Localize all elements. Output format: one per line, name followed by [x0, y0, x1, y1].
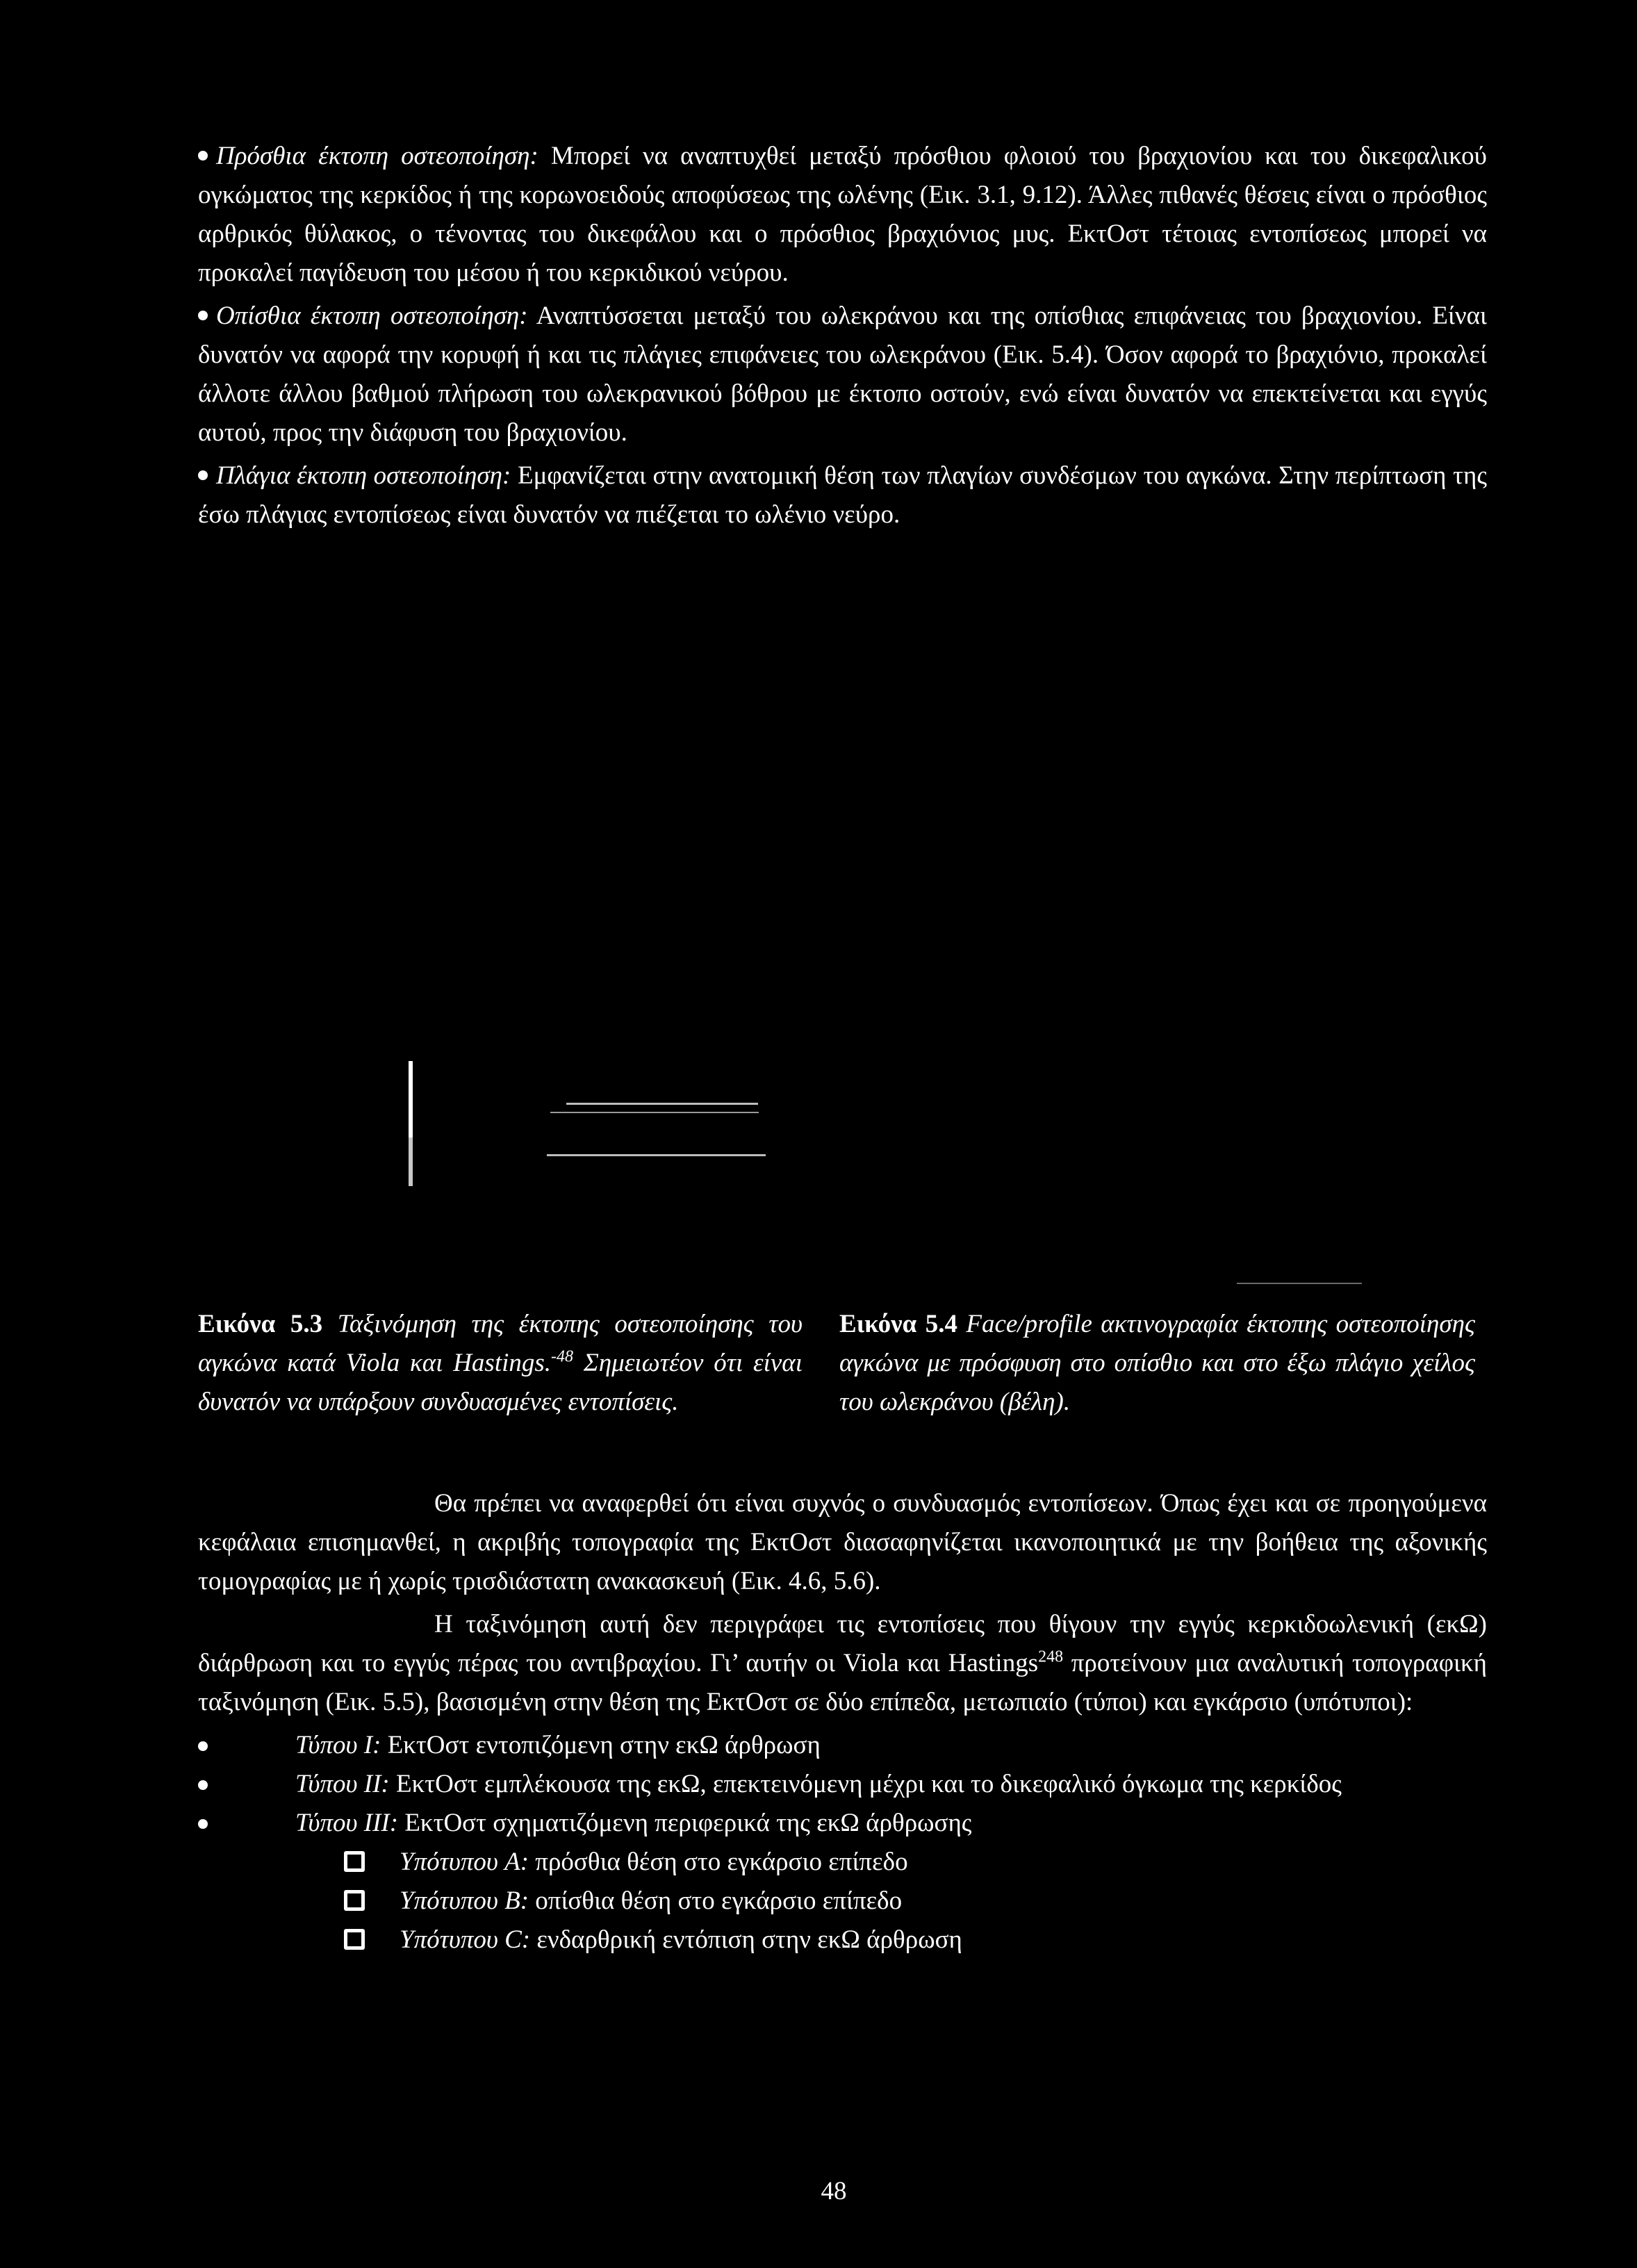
bullet-icon — [198, 151, 208, 161]
bullet-anterior — [198, 137, 1487, 293]
subtype-item-a — [198, 1843, 1487, 1882]
figure-5-4-edge — [1237, 1283, 1362, 1284]
type-term: Τύπου II: — [295, 1770, 390, 1798]
figure-line — [547, 1154, 766, 1156]
type-item-3 — [198, 1804, 1487, 1843]
caption-label: Εικόνα 5.3 — [198, 1310, 323, 1338]
checkbox-square-icon — [344, 1851, 365, 1872]
subtype-term: Υπότυπου C: — [400, 1925, 531, 1954]
figure-5-3-marker — [409, 1061, 413, 1186]
paragraph-combination: Θα πρέπει να αναφερθεί ότι είναι συχνός ο συνδυασμός εντοπίσεων. Όπως έχει και σε προηγούμενα κεφάλαια επισημανθεί, η ακριβής τοπογραφία της ΕκτΟστ διασαφηνίζεται ικανοποιητικά με την βοήθεια της αξονικής τομογραφίας με ή χωρίς τρισδιάστατη ανακασκευή (Εικ. 4.6, 5.6). — [198, 1489, 1487, 1595]
caption-reference: -48 — [551, 1347, 574, 1366]
subtype-term: Υπότυπου A: — [400, 1848, 529, 1876]
figure-line — [566, 1103, 758, 1105]
figure-line — [550, 1112, 759, 1113]
subtype-item-c — [198, 1921, 1487, 1959]
subtype-text: πρόσθια θέση στο εγκάρσιο επίπεδο — [535, 1848, 908, 1876]
page-number: 48 — [821, 2177, 847, 2205]
bullet-text: Αναπτύσσεται μεταξύ του ωλεκράνου και της οπίσθιας επιφάνειας του βραχιονίου. Είναι δυνατόν να αφορά την κορυφή ή και τις πλάγιες επιφάνειες του ωλεκράνου (Εικ. 5.4). Όσον αφορά το βραχιόνιο, προκαλεί άλλοτε άλλου βαθμού πλήρωση του ωλεκρανικού βόθρου με έκτοπο οστούν, ενώ είναι δυνατόν να επεκτείνεται και εγγύς αυτού, προς την διάφυση του βραχιονίου. — [198, 302, 1487, 447]
bullet-lateral — [198, 457, 1487, 534]
caption-figure-5-3 — [198, 1305, 803, 1422]
bullet-term: Οπίσθια έκτοπη οστεοποίηση: — [216, 302, 528, 330]
bullet-text: Μπορεί να αναπτυχθεί μεταξύ πρόσθιου φλοιού του βραχιονίου και του δικεφαλικού ογκώματος της κερκίδος ή της κορωνοειδούς αποφύσεως της ωλένης (Εικ. 3.1, 9.12). Άλλες πιθανές θέσεις είναι ο πρόσθιος αρθρικός θύλακος, ο τένοντας του δικεφάλου και ο πρόσθιος βραχιόνιος μυς. ΕκτΟστ τέτοιας εντοπίσεως μπορεί να προκαλεί παγίδευση του μέσου ή του κερκιδικού νεύρου. — [198, 142, 1488, 287]
caption-figure-5-4 — [839, 1305, 1475, 1422]
bullet-icon — [198, 1819, 208, 1829]
type-item-2 — [198, 1765, 1487, 1804]
bullet-icon — [198, 311, 208, 320]
caption-text: Face/profile ακτινογραφία έκτοπης οστεοποίησης αγκώνα με πρόσφυση στο οπίσθιο και στο έξω πλάγιο χείλος του ωλεκράνου (βέλη). — [839, 1310, 1475, 1416]
bullet-icon — [198, 470, 208, 480]
paragraph-text-cont: προτείνουν μια αναλυτική τοπογραφική ταξινόμηση (Εικ. 5.5), βασισμένη στην θέση της ΕκτΟστ σε δύο επίπεδα, μετωπιαίο (τύποι) και εγκάρσιο (υπότυποι): — [198, 1649, 1487, 1716]
type-text: ΕκτΟστ εμπλέκουσα της εκΩ, επεκτεινόμενη μέχρι και το δικεφαλικό όγκωμα της κερκίδος — [396, 1770, 1342, 1798]
paragraph-classification — [198, 1605, 1487, 1722]
body-text — [198, 1484, 1487, 1959]
subtype-text: ενδαρθρική εντόπιση στην εκΩ άρθρωση — [536, 1925, 962, 1954]
type-item-1 — [198, 1726, 1487, 1765]
bullet-term: Πλάγια έκτοπη οστεοποίηση: — [216, 461, 511, 490]
bullet-term: Πρόσθια έκτοπη οστεοποίηση: — [216, 142, 538, 170]
bullet-icon — [198, 1741, 208, 1751]
ectopic-ossification-types — [198, 137, 1487, 539]
caption-text-cont: Σημειωτέον ότι είναι δυνατόν να υπάρξουν συνδυασμένες εντοπίσεις. — [198, 1349, 803, 1416]
bullet-posterior — [198, 297, 1487, 452]
caption-label: Εικόνα 5.4 — [839, 1310, 957, 1338]
type-term: Τύπου I: — [295, 1731, 381, 1759]
reference-number: 248 — [1038, 1647, 1064, 1666]
type-text: ΕκτΟστ σχηματιζόμενη περιφερικά της εκΩ άρθρωσης — [404, 1809, 972, 1837]
subtype-term: Υπότυπου B: — [400, 1887, 529, 1915]
subtype-item-b — [198, 1882, 1487, 1921]
checkbox-square-icon — [344, 1890, 365, 1911]
checkbox-square-icon — [344, 1929, 365, 1950]
type-term: Τύπου III: — [295, 1809, 399, 1837]
bullet-text: Εμφανίζεται στην ανατομική θέση των πλαγίων συνδέσμων του αγκώνα. Στην περίπτωση της έσω πλάγιας εντοπίσεως είναι δυνατόν να πιέζεται το ωλένιο νεύρο. — [198, 461, 1488, 529]
caption-text: Ταξινόμηση της έκτοπης οστεοποίησης του αγκώνα κατά Viola και Hastings. — [198, 1310, 803, 1377]
paragraph-text: Η ταξινόμηση αυτή δεν περιγράφει τις εντοπίσεις που θίγουν την εγγύς κερκιδοωλενική (εκΩ) διάρθρωση και το εγγύς πέρας του αντιβραχίου. Γι’ αυτήν οι Viola και Hastings — [198, 1610, 1487, 1677]
figure-tick — [409, 1061, 413, 1137]
subtype-text: οπίσθια θέση στο εγκάρσιο επίπεδο — [535, 1887, 903, 1915]
bullet-icon — [198, 1780, 208, 1790]
type-text: ΕκτΟστ εντοπιζόμενη στην εκΩ άρθρωση — [387, 1731, 821, 1759]
